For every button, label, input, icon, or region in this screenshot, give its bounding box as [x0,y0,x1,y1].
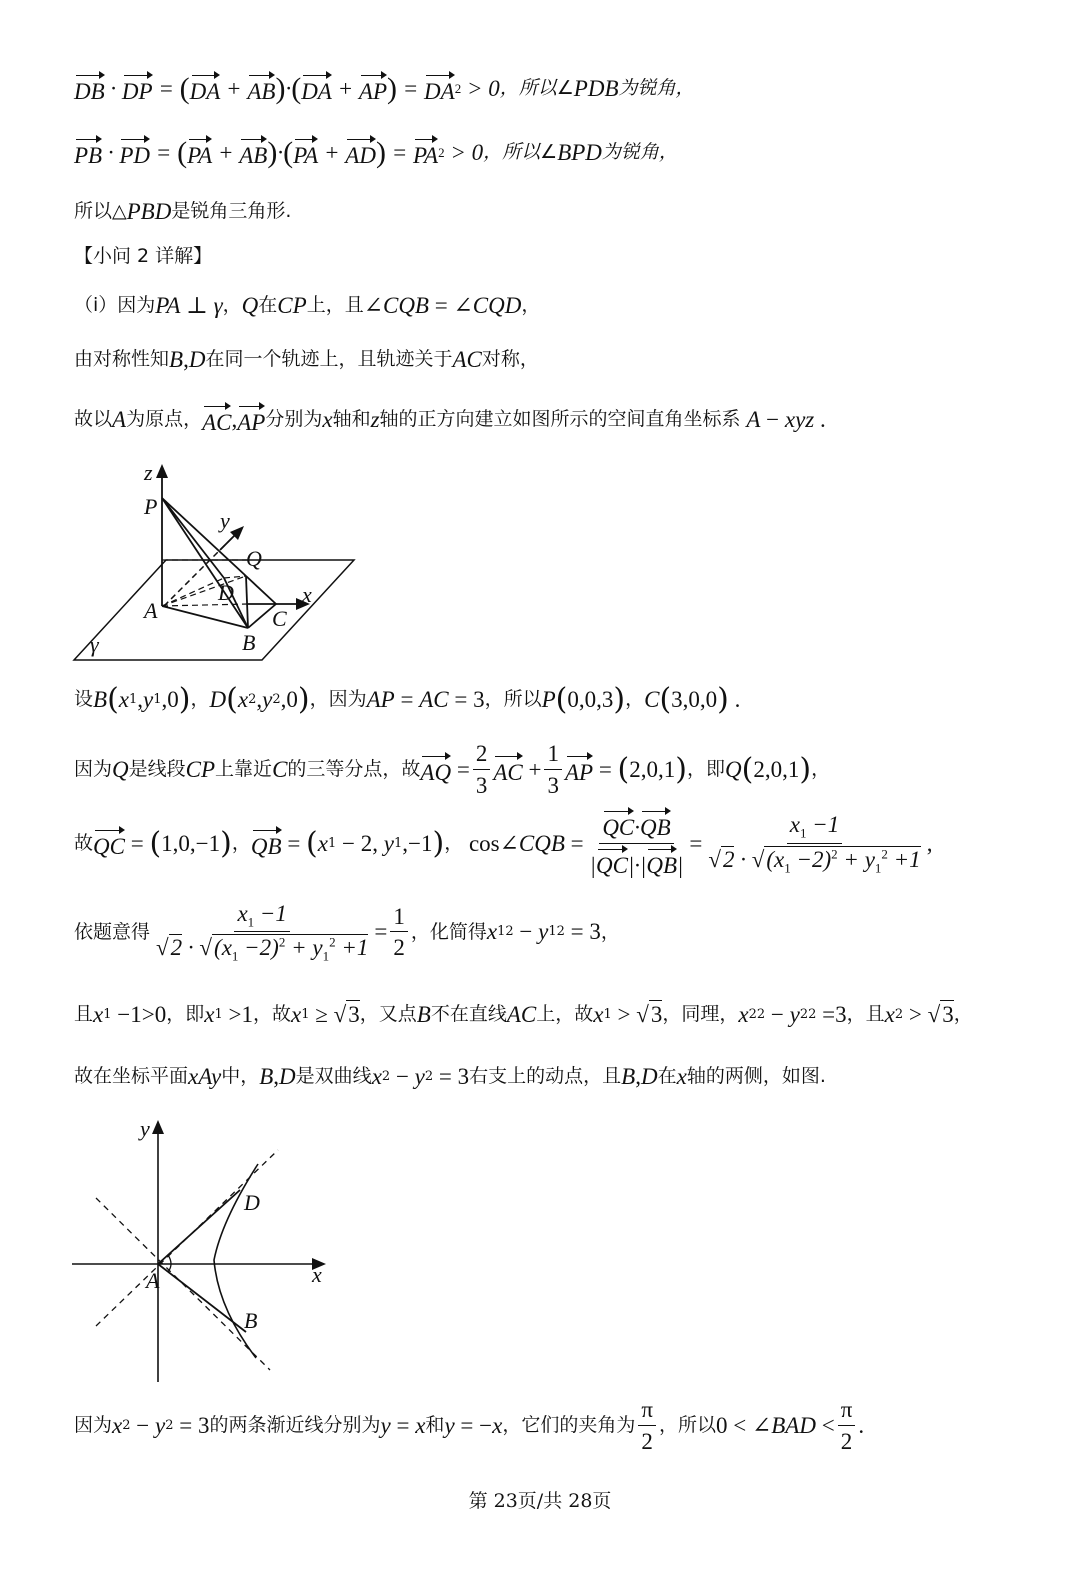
label-a: A [144,598,158,623]
t: 在 [657,1065,677,1088]
y-axis-visible [220,534,236,550]
t: 和 [425,1414,445,1437]
qc-line: 故 QC = ( 1,0,−1 ) ， QB = ( x 1 − 2, y 1 ,−1 ) ， cos ∠CQB = $\frac{QC\cdot QB}{|QC|\cdot|QB|}$ = $\frac{x_1 -1}{√2 \cdot √(x_1 -2)^2 + y_1^2 +1}$ , [74,808,932,879]
edge-qb [246,576,248,628]
segment-ad [158,1190,240,1264]
dash-ad [162,578,224,606]
t: 轴和 [332,408,371,431]
t: 分别为 [265,408,323,431]
eq-db-dp: DB · DP = ( DA + AB ) · ( DA + AP ) = DA 2 > 0 ，所以∠ PDB 为锐角， [74,71,695,105]
t: 轴的正方向建立如图所示的空间直角坐标系 [379,408,741,431]
segment-ab [158,1264,246,1332]
t: ，又点 [359,1002,417,1025]
t: 故 [74,832,94,855]
dash-ac [162,604,248,606]
t: 不在直线 [430,1002,507,1025]
t: 轴的两侧，如图. [686,1065,826,1088]
z-arrow [156,464,168,478]
acute-text: 为锐角， [618,77,695,100]
label-b: B [244,1308,258,1333]
symmetry-line: 由对称性知 B , D 在同一个轨迹上，且轨迹关于 AC 对称， [74,347,539,372]
label-d: D [218,580,234,605]
edge-pd [162,498,224,578]
t: 是线段 [128,758,186,781]
t: ，化简得 [410,920,487,943]
t: ，即 [686,758,725,781]
t: ，即 [166,1002,205,1025]
t: ，它们的夹角为 [502,1414,636,1437]
t: 为原点， [126,408,203,431]
label-p: P [144,494,158,519]
conclusion-line: 所以△ PBD 是锐角三角形. [74,199,292,224]
t: 设 [74,688,94,711]
asymptote-line: 因为 x 2 − y 2 = 3 的两条渐近线分别为 y = x 和 y = − x ，它们的夹角为 $\frac{\pi}{2}$ ，所以 0 < ∠BAD < $\frac{\pi}{2}$ . [74,1397,865,1454]
t: 且 [74,1002,94,1025]
acute-triangle: 是锐角三角形. [171,200,292,223]
t: 对称， [481,348,539,371]
t: ，因为 [309,688,367,711]
t: 的两条渐近线分别为 [209,1414,381,1437]
t: 在 [258,294,278,317]
label-q: Q [246,546,262,571]
t: ，且 [846,1002,885,1025]
pyramid-figure [60,458,370,673]
label-d: D [244,1190,260,1215]
part-i-line: （i）因为 PA ⊥ γ ， Q 在 CP 上，且 ∠CQB = ∠CQD ， [74,293,541,318]
label-y: y [140,1116,150,1141]
t: 上，且 [306,294,364,317]
label-a: A [146,1268,160,1293]
t: 中， [221,1065,260,1088]
edge-qc [246,576,276,604]
label-x: x [302,582,312,607]
t: ，所以 [484,688,542,711]
t: 因为 [74,1414,113,1437]
hyperbola-line: 故在坐标平面 xAy 中， B , D 是双曲线 x 2 − y 2 = 3 右支上的动点，且 B , D 在 x 轴的两侧，如图. [74,1064,826,1089]
label-gamma: γ [90,632,99,657]
label-x: x [312,1262,322,1287]
page-footer: 第 23页/共 28页 [468,1490,612,1512]
label-z: z [144,460,153,485]
t: ，同理， [662,1002,739,1025]
t: 因为 [74,758,113,781]
t: ， [222,294,242,317]
t: 故以 [74,408,113,431]
eq-pb-pd: PB · PD = ( PA + AB ) · ( PA + AD ) = PA 2 > 0 ，所以∠ BPD 为锐角， [74,135,678,169]
t: ，所以 [658,1414,716,1437]
inequality-line: 且 x 1 −1>0 ，即 x 1 >1 ，故 x 1 ≥ √ 3 ，又点 B 不在直线 AC 上，故 x 1 > √ 3 ，同理， x 2 2 − y 2 2 =3 ，且 x 2 > √ 3 ， [74,1001,973,1027]
condition-line: 依题意得 $\frac{x_1 -1}{√2 \cdot √(x_1 -2)^2 + y_1^2 +1}$ = $\frac{1}{2}$ ，化简得 x 1 2 − y 1 2 = 3 ， [74,901,620,964]
hyperbola-figure [60,1112,350,1392]
t: ，故 [252,1002,291,1025]
t: 的三等分点，故 [287,758,421,781]
set-line: 设 B ( x 1 , y 1 ,0 ) ， D ( x 2 , y 2 ,0 ) ，因为 AP = AC = 3 ，所以 P ( 0,0,3 ) ， C ( 3,0,0 ) . [74,681,741,717]
t: 上靠近 [215,758,273,781]
t: 是双曲线 [295,1065,372,1088]
so-text: ，所以∠ [483,141,558,164]
so-triangle: 所以△ [74,200,127,223]
acute-text: 为锐角， [601,141,678,164]
coordinate-line: 故以 A 为原点， AC , AP 分别为 x 轴和 z 轴的正方向建立如图所示的空间直角坐标系 A − xyz . [74,403,826,437]
t: 故在坐标平面 [74,1065,189,1088]
t: 上，故 [536,1002,594,1025]
t: （i）因为 [74,294,156,317]
q-line: 因为 Q 是线段 CP 上靠近 C 的三等分点，故 AQ = $\frac{2}{3}$ AC + $\frac{1}{3}$ AP = ( 2,0,1 ) ，即 Q ( 2,0,1 ) ， [74,741,831,798]
y-arrow [152,1120,164,1134]
t: 在同一个轨迹上，且轨迹关于 [205,348,453,371]
label-b: B [242,630,256,655]
so-text: ，所以∠ [499,77,574,100]
t: 由对称性知 [74,348,170,371]
sub-heading [74,245,212,268]
t: 依题意得 [74,920,151,943]
label-y: y [220,508,230,533]
label-c: C [272,606,287,631]
sub-heading-text: 【小问 2 详解】 [74,245,213,267]
t: 右支上的动点，且 [469,1065,622,1088]
